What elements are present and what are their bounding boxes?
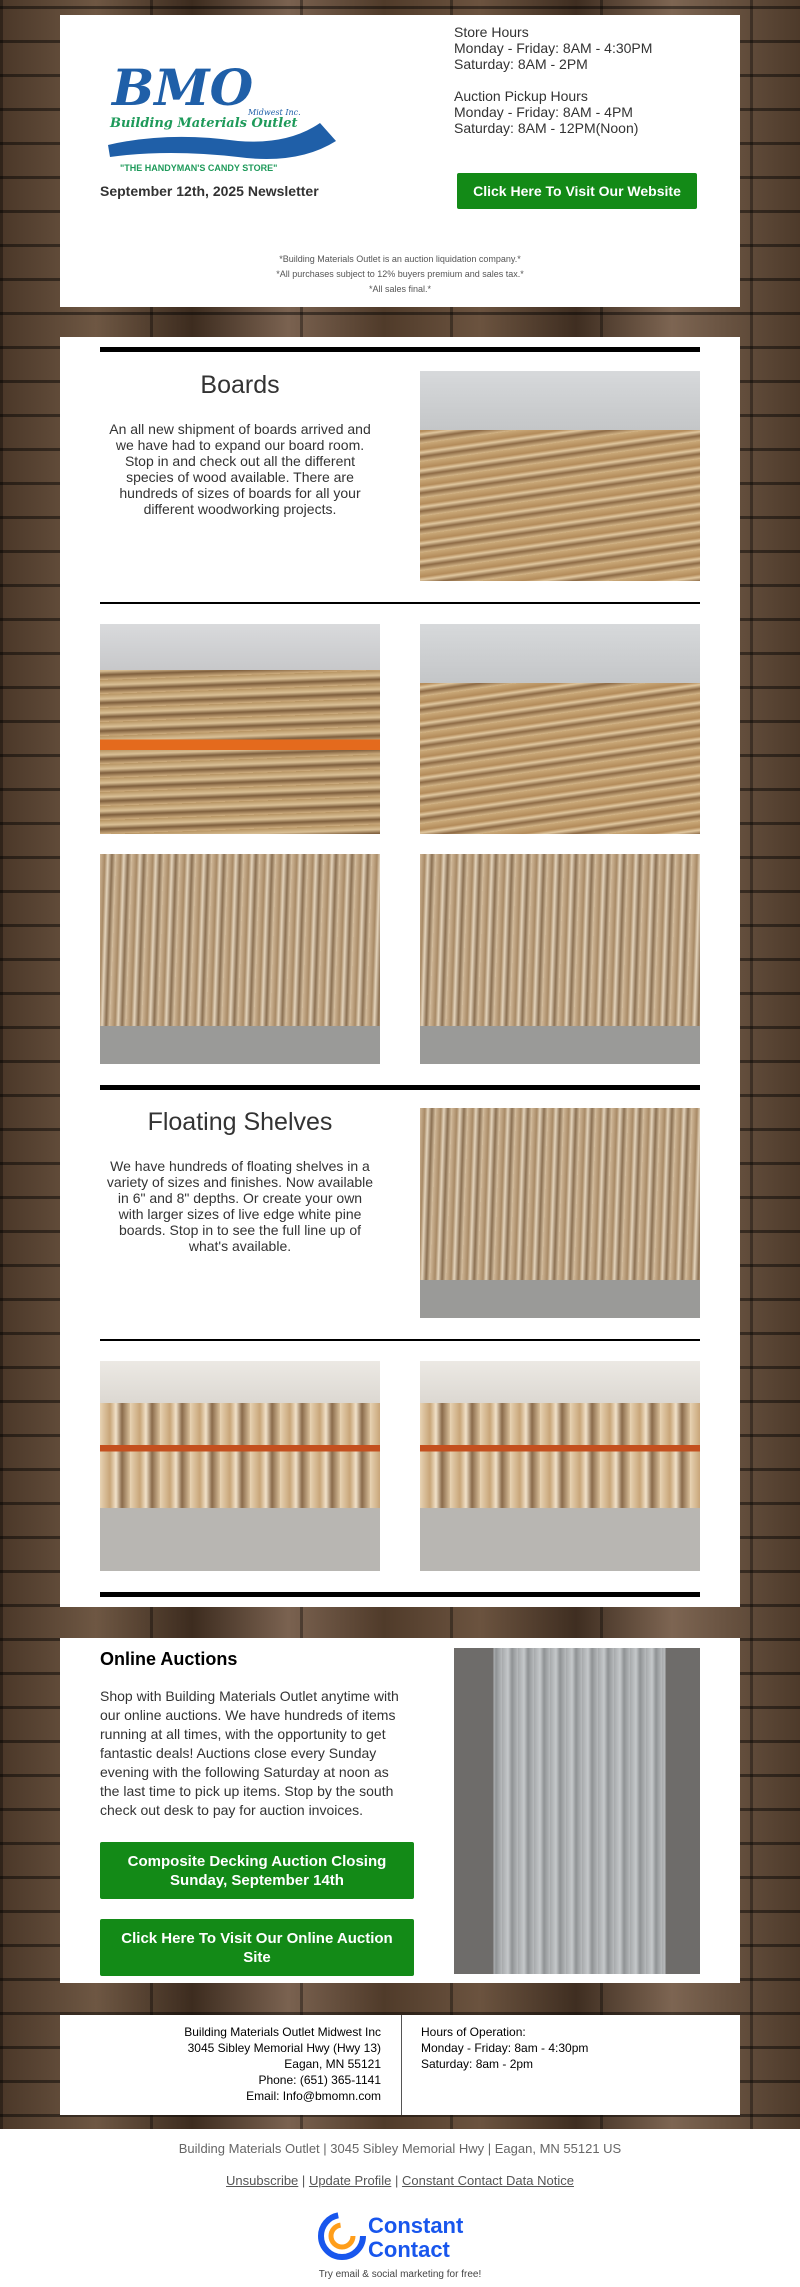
logo-tagline: "THE HANDYMAN'S CANDY STORE" [120, 163, 278, 173]
update-profile-link[interactable]: Update Profile [308, 2173, 392, 2188]
logo-line2: Midwest Inc. [248, 108, 301, 117]
city-zip: Eagan, MN 55121 [284, 2057, 381, 2071]
email-footer [0, 2129, 800, 2287]
disclaimer-premium: *All purchases subject to 12% buyers premium and sales tax.* [276, 269, 524, 279]
cc-word-contact: Contact [368, 2237, 450, 2262]
hours-weekdays: Monday - Friday: 8am - 4:30pm [421, 2041, 589, 2055]
logo-name: BMO [112, 58, 254, 117]
street-address: 3045 Sibley Memorial Hwy (Hwy 13) [187, 2041, 381, 2055]
store-hours-weekdays: Monday - Friday: 8AM - 4:30PM [454, 40, 653, 56]
shelves-photo-2[interactable] [420, 1361, 700, 1571]
data-notice-link[interactable]: Constant Contact Data Notice [401, 2173, 574, 2188]
disclaimer-final: *All sales final.* [368, 284, 432, 294]
pickup-hours-weekdays: Monday - Friday: 8AM - 4PM [454, 104, 633, 120]
auctions-body: Shop with Building Materials Outlet anytime with our online auctions. We have hundreds of items running at all times, with the opportunity to get fantastic deals! Auctions close every Sunday evening with the following Saturday at noon as the last time to pick up items. Stop by the south check out desk to pay for auction invoices. [100, 1688, 399, 1818]
boards-rack-photo[interactable] [420, 371, 700, 581]
store-hours-saturday: Saturday: 8AM - 2PM [454, 56, 588, 72]
boards-photo-3[interactable] [100, 854, 380, 1064]
footer-links [0, 2173, 800, 2188]
section-divider [100, 347, 700, 352]
newsletter-content [60, 337, 740, 1607]
boards-photo-2[interactable] [420, 624, 700, 834]
disclaimer-auction: *Building Materials Outlet is an auction liquidation company.* [279, 254, 521, 264]
newsletter-header [60, 15, 740, 307]
pickup-hours-saturday: Saturday: 8AM - 12PM(Noon) [454, 120, 639, 136]
cc-word-constant: Constant [368, 2213, 464, 2238]
link-separator: | [301, 2173, 306, 2188]
composite-decking-photo[interactable] [454, 1648, 700, 1974]
phone-number: Phone: (651) 365-1141 [258, 2073, 381, 2087]
online-auctions-section [60, 1638, 740, 1983]
shelves-photo-1[interactable] [100, 1361, 380, 1571]
cc-ring-icon [321, 2215, 363, 2257]
section-divider [100, 1085, 700, 1090]
contact-divider [401, 2015, 402, 2115]
boards-body: An all new shipment of boards arrived and we have had to expand our board room. Stop in and check out all the different species of wood available. There are hundreds of sizes of boards for all your different woodworking projects. [109, 421, 371, 517]
newsletter-date: September 12th, 2025 Newsletter [100, 183, 319, 199]
cc-tagline: Try email & social marketing for free! [318, 2269, 482, 2280]
hours-block [454, 24, 724, 136]
company-name: Building Materials Outlet Midwest Inc [184, 2025, 381, 2039]
online-auction-site-button[interactable]: Click Here To Visit Our Online Auction Site [100, 1919, 414, 1976]
floating-shelves-body: We have hundreds of floating shelves in a variety of sizes and finishes. Now available in 6" and 8" depths. Or create your own with larger sizes of live edge white pine boards. Stop in to see the full line up of what's available. [106, 1158, 374, 1254]
visit-website-button[interactable]: Click Here To Visit Our Website [457, 173, 697, 209]
store-hours-title: Store Hours [454, 24, 529, 40]
cc-inner-ring-icon [331, 2225, 353, 2247]
auctions-title: Online Auctions [100, 1649, 238, 1669]
bmo-logo[interactable] [98, 53, 338, 175]
footer-address: Building Materials Outlet | 3045 Sibley Memorial Hwy | Eagan, MN 55121 US [178, 2141, 622, 2156]
hours-of-operation [421, 2024, 721, 2072]
live-edge-photo[interactable] [420, 1108, 700, 1318]
email-address[interactable]: Email: Info@bmomn.com [246, 2089, 381, 2103]
section-divider [100, 1592, 700, 1597]
boards-title: Boards [200, 371, 280, 399]
floating-shelves-title: Floating Shelves [147, 1108, 333, 1136]
link-separator: | [394, 2173, 399, 2188]
logo-line1: Building Materials Outlet [110, 116, 298, 131]
contact-section [60, 2015, 740, 2115]
divider [100, 602, 700, 604]
decking-auction-button[interactable]: Composite Decking Auction Closing Sunday, September 14th [100, 1842, 414, 1899]
unsubscribe-link[interactable]: Unsubscribe [226, 2173, 299, 2188]
constant-contact-logo[interactable] [316, 2209, 486, 2265]
boards-photo-4[interactable] [420, 854, 700, 1064]
divider [100, 1339, 700, 1341]
hours-title: Hours of Operation: [421, 2025, 526, 2039]
hours-saturday: Saturday: 8am - 2pm [421, 2057, 534, 2071]
contact-address [60, 2024, 381, 2104]
pickup-hours-title: Auction Pickup Hours [454, 88, 588, 104]
boards-photo-1[interactable] [100, 624, 380, 834]
